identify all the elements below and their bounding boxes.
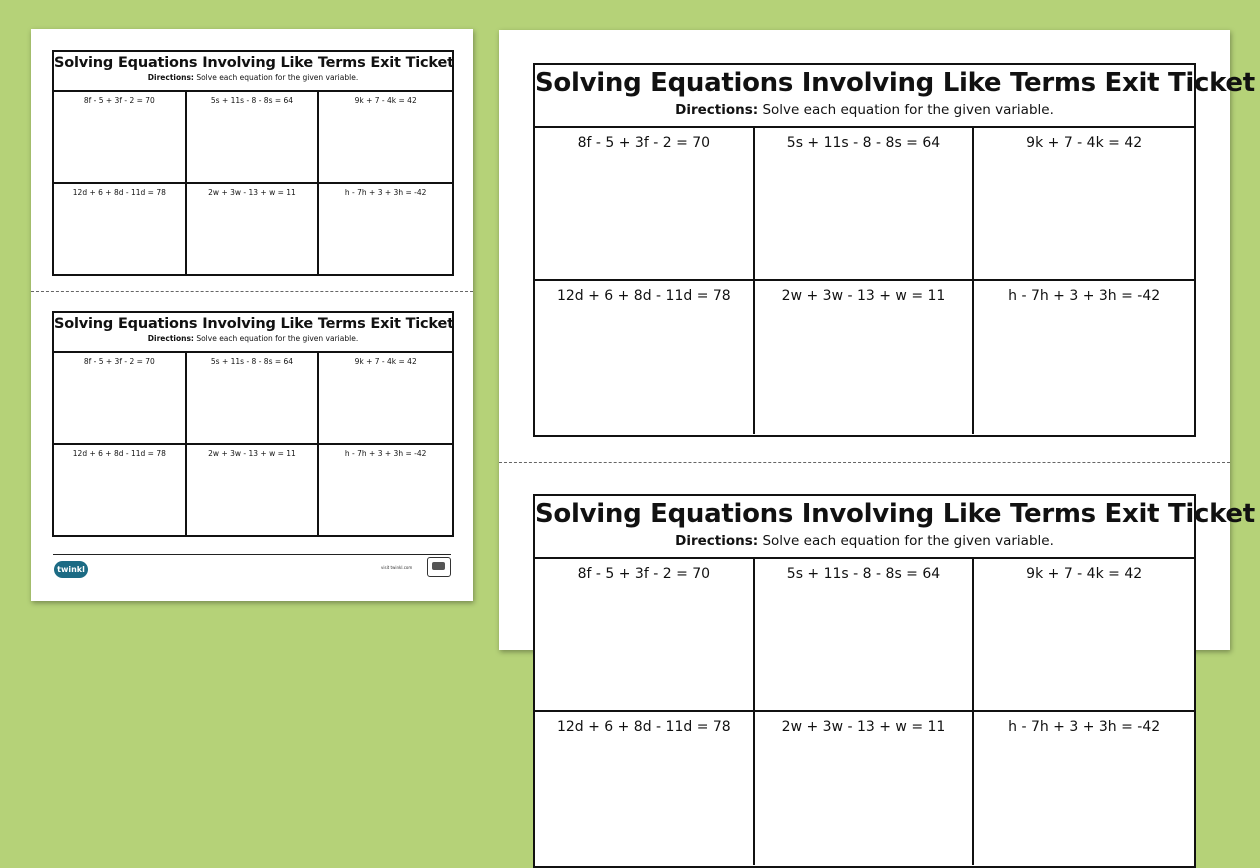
ticket-title: Solving Equations Involving Like Terms Exit Ticket: [54, 55, 454, 71]
equation-cell[interactable]: 9k + 7 - 4k = 42: [319, 353, 452, 445]
equation-cell[interactable]: 12d + 6 + 8d - 11d = 78: [535, 712, 755, 865]
directions-text: Solve each equation for the given variable.: [193, 334, 359, 343]
exit-ticket-bottom: [52, 311, 454, 537]
directions-label: Directions:: [675, 102, 759, 118]
ticket-header: [54, 52, 452, 92]
equation-cell[interactable]: h - 7h + 3 + 3h = -42: [1008, 288, 1161, 304]
equation-grid: [54, 353, 452, 537]
ticket-directions: [535, 102, 1194, 118]
directions-text: Solve each equation for the given variable.: [193, 73, 359, 82]
equation-cell[interactable]: 8f - 5 + 3f - 2 = 70: [535, 128, 755, 281]
equation-cell[interactable]: 9k + 7 - 4k = 42: [319, 92, 452, 184]
equation-cell[interactable]: 12d + 6 + 8d - 11d = 78: [535, 281, 755, 434]
ticket-directions: [54, 73, 452, 82]
ticket-header: [54, 313, 452, 353]
equation-cell[interactable]: 2w + 3w - 13 + w = 11: [187, 445, 320, 537]
equation-cell[interactable]: 9k + 7 - 4k = 42: [974, 128, 1194, 281]
equation-cell[interactable]: 5s + 11s - 8 - 8s = 64: [755, 128, 975, 281]
equation-grid: [535, 559, 1194, 865]
ticket-title: Solving Equations Involving Like Terms Exit Ticket: [535, 499, 1255, 529]
equation-cell[interactable]: 12d + 6 + 8d - 11d = 78: [54, 445, 187, 537]
directions-label: Directions:: [147, 73, 194, 82]
directions-text: Solve each equation for the given variable.: [758, 533, 1054, 549]
equation-cell[interactable]: 8f - 5 + 3f - 2 = 70: [54, 92, 187, 184]
ticket-header: [535, 65, 1255, 128]
exit-ticket-bottom: [533, 494, 1255, 868]
ticket-title: Solving Equations Involving Like Terms Exit Ticket: [54, 316, 454, 332]
worksheet-preview-large: [499, 30, 1255, 735]
equation-cell[interactable]: 2w + 3w - 13 + w = 11: [755, 712, 975, 865]
equation-cell[interactable]: h - 7h + 3 + 3h = -42: [1008, 719, 1161, 735]
footer-site-text: visit twinkl.com: [381, 565, 413, 570]
equation-cell[interactable]: h - 7h + 3 + 3h = -42: [344, 188, 427, 197]
directions-text: Solve each equation for the given variable.: [758, 102, 1054, 118]
footer-divider: [53, 554, 451, 555]
equation-cell[interactable]: 9k + 7 - 4k = 42: [974, 559, 1194, 712]
exit-ticket-top: [52, 50, 454, 276]
cut-line: [31, 291, 473, 292]
ticket-directions: [535, 533, 1194, 549]
quality-badge-icon: [427, 557, 451, 577]
directions-label: Directions:: [147, 334, 194, 343]
equation-grid: [54, 92, 452, 276]
ticket-title: Solving Equations Involving Like Terms Exit Ticket: [535, 68, 1255, 98]
equation-cell[interactable]: h - 7h + 3 + 3h = -42: [344, 449, 427, 458]
equation-cell[interactable]: 8f - 5 + 3f - 2 = 70: [535, 559, 755, 712]
equation-grid: [535, 128, 1194, 434]
equation-cell[interactable]: 2w + 3w - 13 + w = 11: [187, 184, 320, 276]
equation-cell[interactable]: 8f - 5 + 3f - 2 = 70: [54, 353, 187, 445]
ticket-header: [535, 496, 1255, 559]
exit-ticket-top: [533, 63, 1255, 437]
cut-line: [499, 462, 1230, 463]
equation-cell[interactable]: 5s + 11s - 8 - 8s = 64: [755, 559, 975, 712]
directions-label: Directions:: [675, 533, 759, 549]
equation-cell[interactable]: 5s + 11s - 8 - 8s = 64: [187, 353, 320, 445]
worksheet-preview-small: [31, 29, 473, 601]
equation-cell[interactable]: 2w + 3w - 13 + w = 11: [755, 281, 975, 434]
equation-cell[interactable]: 5s + 11s - 8 - 8s = 64: [187, 92, 320, 184]
twinkl-logo: twinkl: [54, 561, 88, 578]
ticket-directions: [54, 334, 452, 343]
equation-cell[interactable]: 12d + 6 + 8d - 11d = 78: [54, 184, 187, 276]
